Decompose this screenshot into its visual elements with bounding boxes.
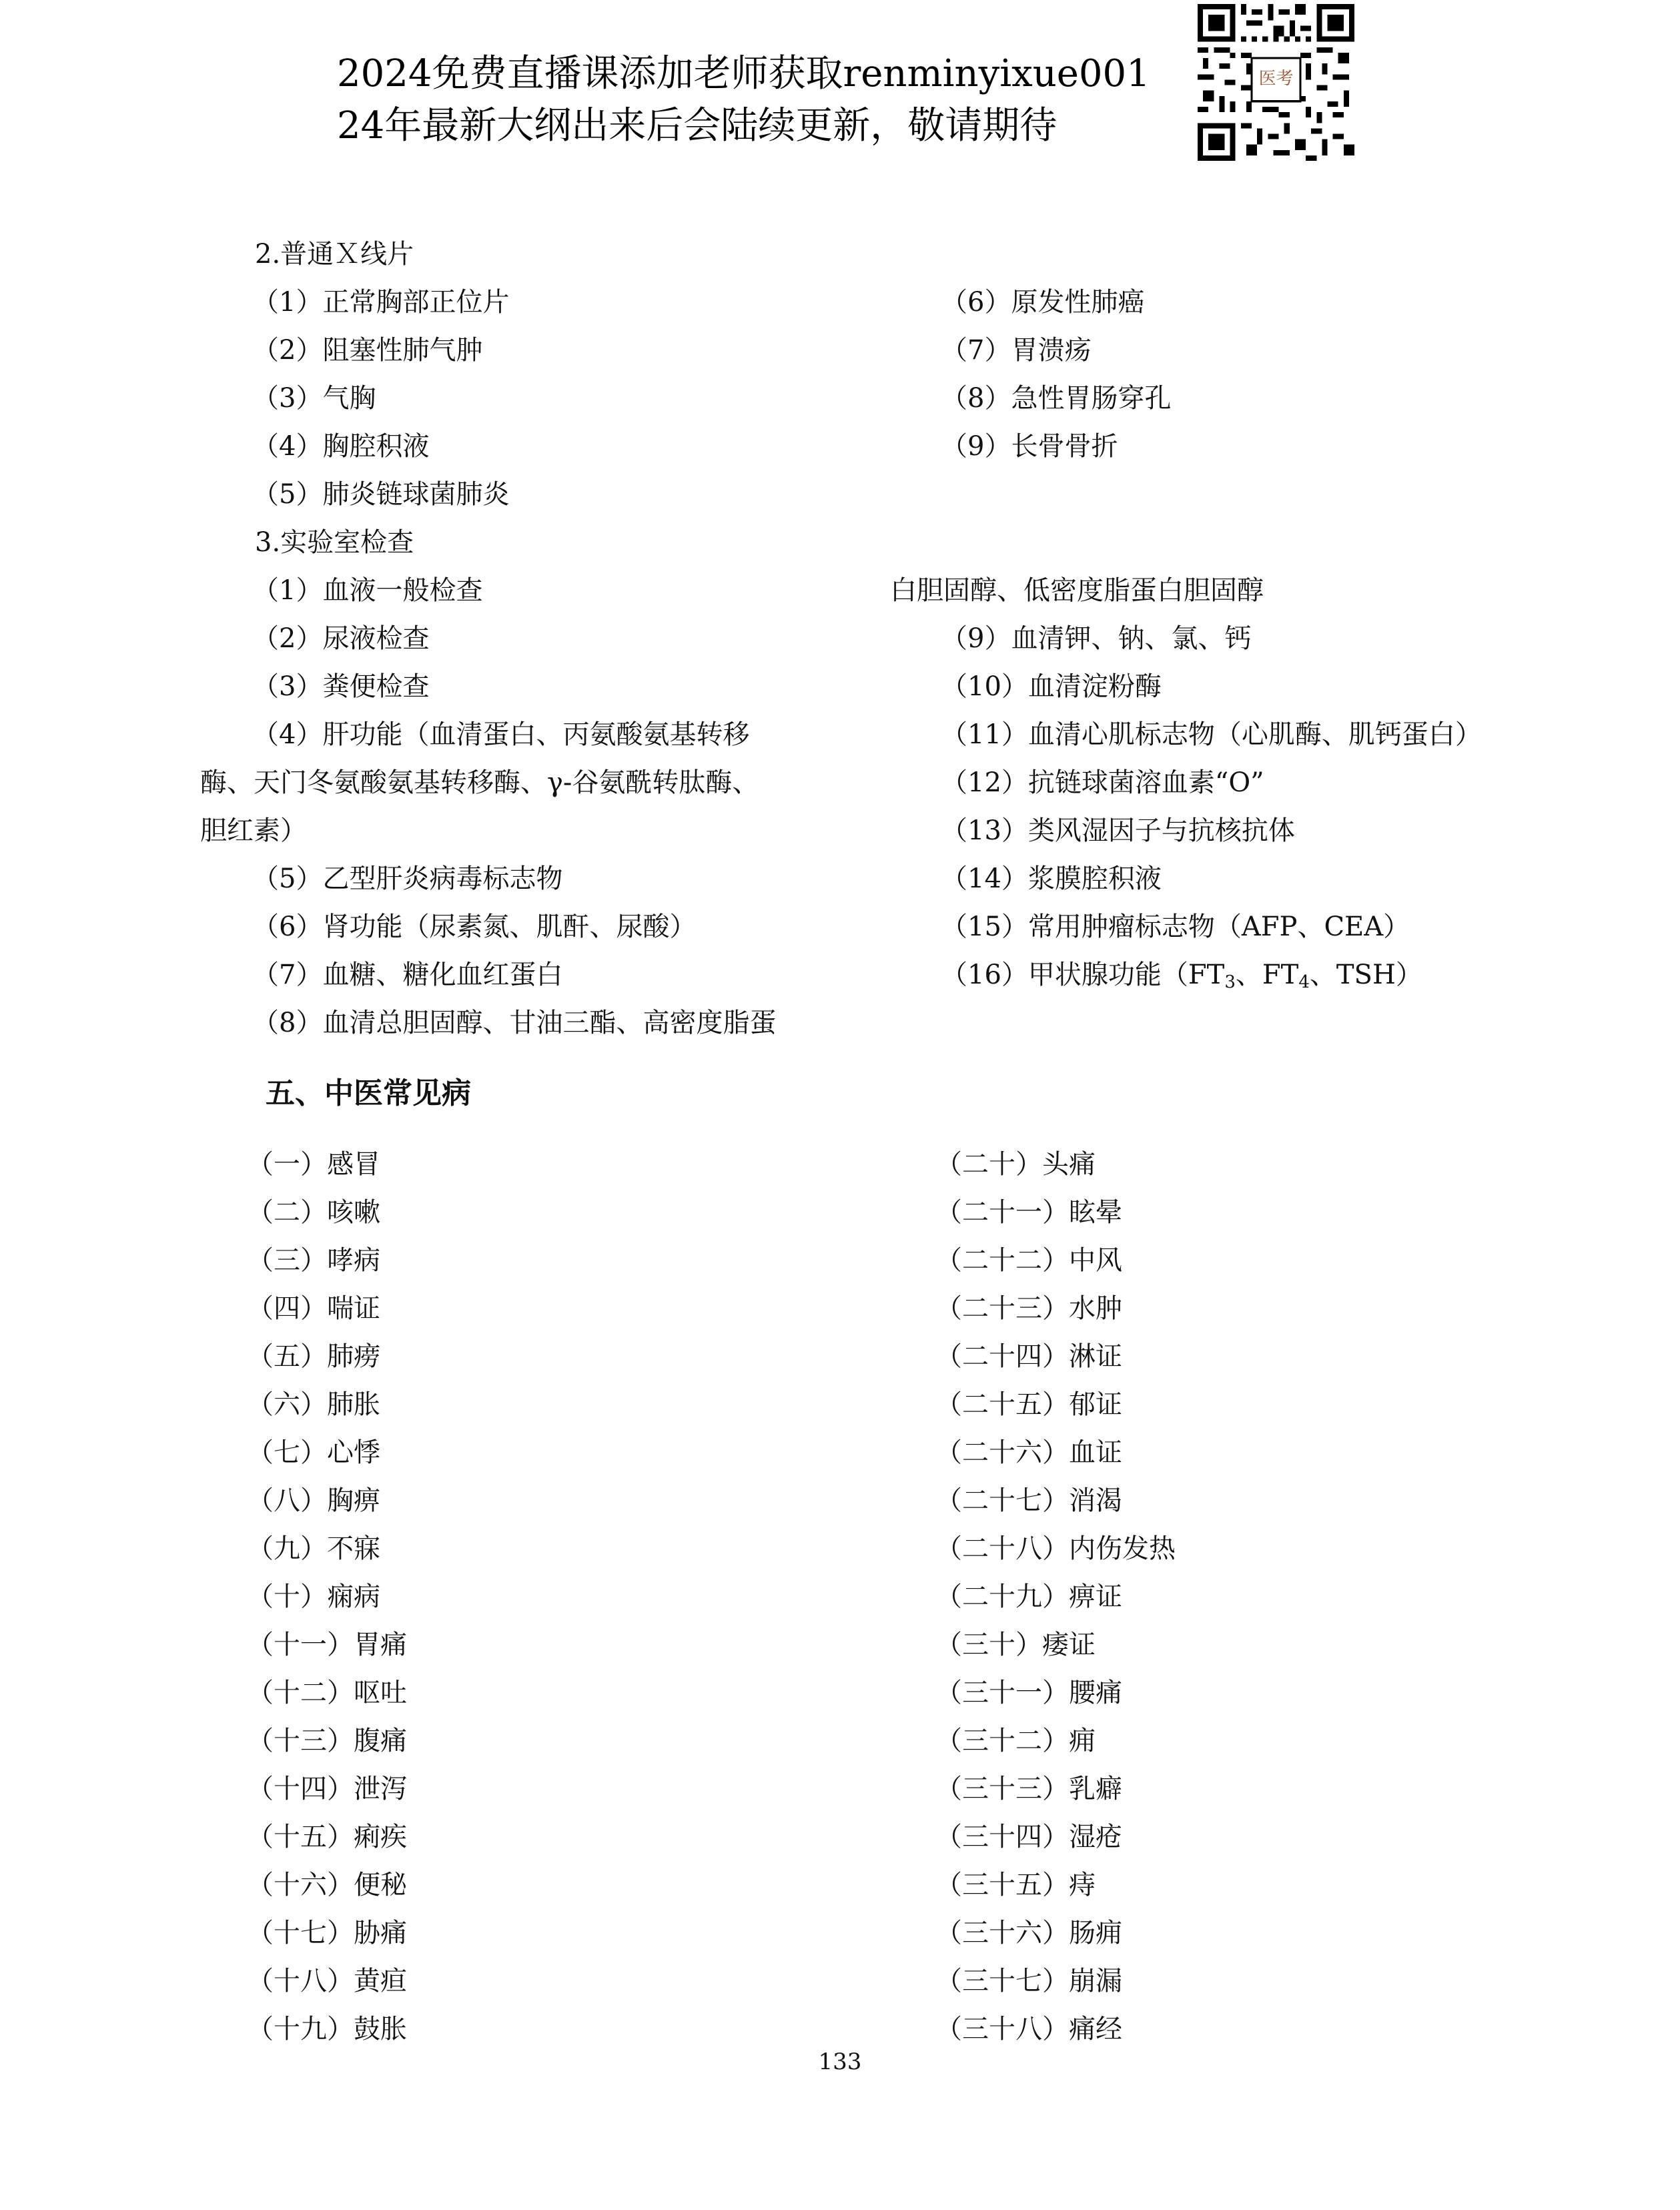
disease-list-item: （二十六）血证 <box>935 1437 1122 1468</box>
lab-right-item-thyroid <box>941 958 1422 1000</box>
thyroid-suffix: 、TSH） <box>1309 960 1422 990</box>
disease-list-item: （二十二）中风 <box>935 1245 1122 1276</box>
header-banner <box>337 48 1150 152</box>
lab-left-item: （5）乙型肝炎病毒标志物 <box>252 863 563 894</box>
xray-right-item: （6）原发性肺癌 <box>941 287 1145 318</box>
lab-right-item: （14）浆膜腔积液 <box>941 863 1162 894</box>
disease-list-item: （二十九）痹证 <box>935 1581 1122 1612</box>
disease-list-item: （二十八）内伤发热 <box>935 1533 1176 1564</box>
xray-left-item: （3）气胸 <box>252 383 376 414</box>
lab-right-item: （15）常用肿瘤标志物（AFP、CEA） <box>941 911 1410 942</box>
lab-left-item: （4）肝功能（血清蛋白、丙氨酸氨基转移 <box>252 719 750 750</box>
xray-right-item: （9）长骨骨折 <box>941 431 1118 462</box>
disease-list-item: （十三）腹痛 <box>247 1726 407 1756</box>
lab-right-item: （10）血清淀粉酶 <box>941 671 1162 702</box>
thyroid-prefix: （16）甲状腺功能（FT <box>941 960 1225 990</box>
xray-left-item: （5）肺炎链球菌肺炎 <box>252 479 510 510</box>
lab-left-item: 酶、天门冬氨酸氨基转移酶、γ-谷氨酰转肽酶、 <box>200 767 759 798</box>
thyroid-sub-4: 4 <box>1298 972 1310 992</box>
disease-list-item: （二十七）消渴 <box>935 1485 1122 1516</box>
xray-heading: 2.普通Ｘ线片 <box>255 239 414 270</box>
lab-right-item: （9）血清钾、钠、氯、钙 <box>941 623 1252 654</box>
disease-list-item: （三十五）痔 <box>935 1870 1096 1900</box>
xray-left-item: （2）阻塞性肺气肿 <box>252 335 483 366</box>
disease-list-item: （三十六）肠痈 <box>935 1918 1122 1948</box>
disease-list-item: （二十三）水肿 <box>935 1293 1122 1324</box>
lab-left-item: （8）血清总胆固醇、甘油三酯、高密度脂蛋 <box>252 1008 777 1038</box>
xray-right-item: （8）急性胃肠穿孔 <box>941 383 1172 414</box>
disease-list-item: （六）肺胀 <box>247 1389 380 1420</box>
disease-list-item: （三）哮病 <box>247 1245 380 1276</box>
disease-list-item: （十六）便秘 <box>247 1870 407 1900</box>
disease-list-item: （十四）泄泻 <box>247 1774 407 1804</box>
disease-list-item: （四）喘证 <box>247 1293 380 1324</box>
disease-list-item: （十七）胁痛 <box>247 1918 407 1948</box>
disease-list-item: （三十八）痛经 <box>935 2014 1122 2045</box>
section-5-heading: 五、中医常见病 <box>266 1076 471 1110</box>
lab-left-item: （2）尿液检查 <box>252 623 430 654</box>
disease-list-item: （二十四）淋证 <box>935 1341 1122 1372</box>
lab-heading: 3.实验室检查 <box>255 527 414 558</box>
lab-right-item: （13）类风湿因子与抗核抗体 <box>941 815 1295 846</box>
disease-list-item: （三十二）痈 <box>935 1726 1096 1756</box>
xray-left-item: （1）正常胸部正位片 <box>252 287 510 318</box>
disease-list-item: （一）感冒 <box>247 1149 380 1180</box>
xray-right-item: （7）胃溃疡 <box>941 335 1092 366</box>
disease-list-item: （十二）呕吐 <box>247 1678 407 1708</box>
disease-list-item: （三十七）崩漏 <box>935 1966 1122 1996</box>
disease-list-item: （七）心悸 <box>247 1437 380 1468</box>
lab-left-item: （7）血糖、糖化血红蛋白 <box>252 960 563 990</box>
disease-list-item: （二十一）眩晕 <box>935 1197 1122 1228</box>
disease-list-item: （十九）鼓胀 <box>247 2014 407 2045</box>
disease-list-item: （十一）胃痛 <box>247 1629 407 1660</box>
thyroid-mid: 、FT <box>1235 960 1299 990</box>
banner-line-1: 2024免费直播课添加老师获取renminyixue001 <box>337 52 1150 95</box>
lab-right-item: 白胆固醇、低密度脂蛋白胆固醇 <box>890 575 1264 606</box>
lab-left-item: （6）肾功能（尿素氮、肌酐、尿酸） <box>252 911 697 942</box>
disease-list-item: （十）痫病 <box>247 1581 380 1612</box>
lab-left-item: （3）粪便检查 <box>252 671 430 702</box>
disease-list-item: （九）不寐 <box>247 1533 380 1564</box>
disease-list-item: （十八）黄疸 <box>247 1966 407 1996</box>
disease-list-item: （二）咳嗽 <box>247 1197 380 1228</box>
disease-list-item: （二十五）郁证 <box>935 1389 1122 1420</box>
banner-line-2: 24年最新大纲出来后会陆续更新，敬请期待 <box>337 104 1058 147</box>
lab-left-item: 胆红素） <box>200 815 307 846</box>
qr-code-image <box>1198 4 1354 161</box>
disease-list-item: （三十三）乳癖 <box>935 1774 1122 1804</box>
disease-list-item: （十五）痢疾 <box>247 1822 407 1852</box>
disease-list-item: （三十四）湿疮 <box>935 1822 1122 1852</box>
lab-right-item: （12）抗链球菌溶血素“O” <box>941 767 1264 798</box>
lab-right-item: （11）血清心肌标志物（心肌酶、肌钙蛋白） <box>941 719 1482 750</box>
page-number-text: 133 <box>818 2049 862 2075</box>
disease-list-item: （三十一）腰痛 <box>935 1678 1122 1708</box>
disease-list-item: （二十）头痛 <box>935 1149 1096 1180</box>
xray-left-item: （4）胸腔积液 <box>252 431 430 462</box>
thyroid-sub-3: 3 <box>1224 972 1236 992</box>
svg-text:医考: 医考 <box>1258 68 1294 89</box>
disease-list-item: （三十）痿证 <box>935 1629 1096 1660</box>
disease-list-item: （八）胸痹 <box>247 1485 380 1516</box>
lab-left-item: （1）血液一般检查 <box>252 575 483 606</box>
disease-list-item: （五）肺痨 <box>247 1341 380 1372</box>
